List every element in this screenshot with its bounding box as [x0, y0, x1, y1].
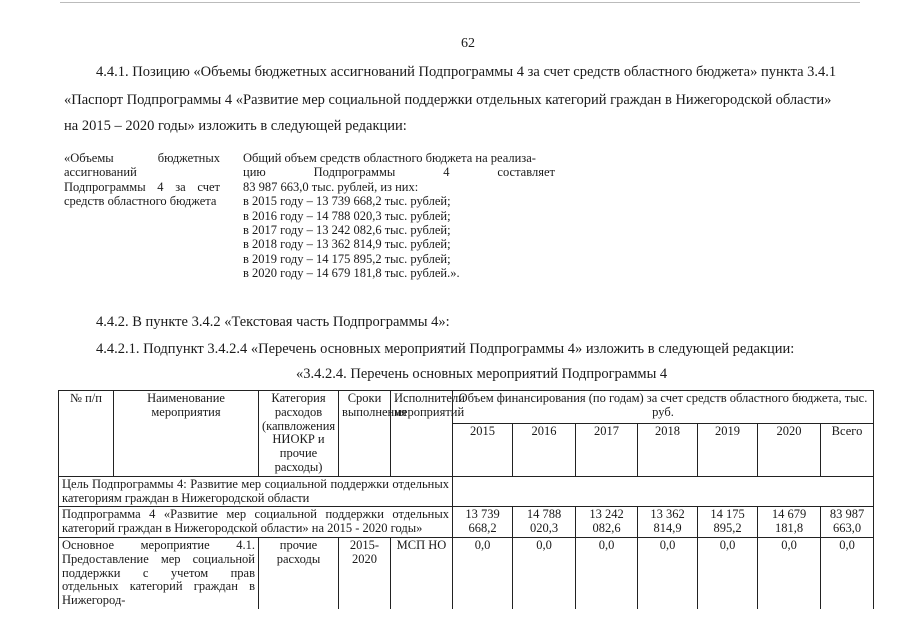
- measure-total: 0,0: [821, 537, 874, 608]
- table-measure-row: [59, 537, 874, 608]
- year-header: 2016: [513, 424, 576, 476]
- subprogram-total: 83 987 663,0: [821, 507, 874, 538]
- measure-value: 0,0: [638, 537, 698, 608]
- passport-word: цию: [243, 165, 266, 180]
- subprogram-value: 14 175 895,2: [698, 507, 758, 538]
- year-header: 2015: [453, 424, 513, 476]
- subprogram-value: 14 679 181,8: [758, 507, 821, 538]
- year-header-total: Всего: [821, 424, 874, 476]
- year-header: 2020: [758, 424, 821, 476]
- measures-table: [58, 390, 874, 609]
- paragraph-4-4-1-line1: 4.4.1. Позицию «Объемы бюджетных ассигнований Подпрограммы 4 за счет средств областного бюджета» пункта 3.4.1: [96, 64, 837, 80]
- table-title: «3.4.2.4. Перечень основных мероприятий Подпрограммы 4: [296, 366, 668, 382]
- subprogram-value: 13 362 814,9: [638, 507, 698, 538]
- paragraph-4-4-1-line3: на 2015 – 2020 годы» изложить в следующей редакции:: [64, 118, 407, 134]
- measure-value: 0,0: [758, 537, 821, 608]
- year-header: 2018: [638, 424, 698, 476]
- measure-value: 0,0: [698, 537, 758, 608]
- paragraph-4-4-2-1: 4.4.2.1. Подпункт 3.4.2.4 «Перечень основных мероприятий Подпрограммы 4» изложить в следующей редакции:: [96, 341, 795, 357]
- measure-terms: 2015-2020: [339, 537, 391, 608]
- header-name: Наименование мероприятия: [114, 391, 259, 477]
- subprogram-value: 14 788 020,3: [513, 507, 576, 538]
- goal-empty-cell: [453, 476, 874, 507]
- subprogram-value: 13 242 082,6: [576, 507, 638, 538]
- top-rule: [60, 2, 860, 3]
- measure-category: прочие расходы: [259, 537, 339, 608]
- passport-position-label: «Объемы бюджетных ассигнований Подпрограммы 4 за счет средств областного бюджета: [64, 151, 220, 209]
- subprogram-label: Подпрограмма 4 «Развитие мер социальной поддержки отдельных категорий граждан в Нижегородской области» на 2015 - 2020 годы»: [59, 507, 453, 538]
- passport-year-line: в 2018 году – 13 362 814,9 тыс. рублей;: [243, 237, 451, 252]
- passport-year-line: в 2019 году – 14 175 895,2 тыс. рублей;: [243, 251, 451, 266]
- passport-word: Подпрограммы: [313, 165, 396, 180]
- measure-name: Основное мероприятие 4.1. Предоставление мер социальной поддержки с учетом прав отдельных категорий граждан в Нижегород-: [59, 537, 259, 608]
- measure-value: 0,0: [453, 537, 513, 608]
- passport-word: 4: [443, 165, 450, 180]
- passport-value-line: 83 987 663,0 тыс. рублей, из них:: [243, 179, 419, 194]
- table-goal-row: [59, 476, 874, 507]
- header-category: Категория расходов (капвложения НИОКР и прочие расходы): [259, 391, 339, 477]
- header-terms: Сроки выполнения: [339, 391, 391, 477]
- goal-cell: Цель Подпрограммы 4: Развитие мер социальной поддержки отдельных категориям граждан в Нижегородской области: [59, 476, 453, 507]
- year-header: 2017: [576, 424, 638, 476]
- header-funding: Объем финансирования (по годам) за счет средств областного бюджета, тыс. руб.: [453, 391, 874, 424]
- passport-value-line-justified: [243, 165, 555, 179]
- measure-value: 0,0: [576, 537, 638, 608]
- paragraph-4-4-2: 4.4.2. В пункте 3.4.2 «Текстовая часть Подпрограммы 4»:: [96, 314, 450, 330]
- year-header: 2019: [698, 424, 758, 476]
- page-number: 62: [461, 36, 475, 51]
- paragraph-4-4-1-line2: «Паспорт Подпрограммы 4 «Развитие мер социальной поддержки отдельных категорий граждан в Нижегородской области»: [64, 92, 832, 108]
- passport-word: составляет: [497, 165, 555, 180]
- subprogram-value: 13 739 668,2: [453, 507, 513, 538]
- passport-year-line: в 2020 году – 14 679 181,8 тыс. рублей.».: [243, 266, 460, 281]
- passport-year-line: в 2016 году – 14 788 020,3 тыс. рублей;: [243, 208, 451, 223]
- measure-value: 0,0: [513, 537, 576, 608]
- passport-value-line: Общий объем средств областного бюджета на реализа-: [243, 151, 536, 165]
- header-executors: Исполнители мероприятий: [391, 391, 453, 477]
- table-header-row: [59, 391, 874, 424]
- header-num: № п/п: [59, 391, 114, 477]
- passport-position-value: [243, 151, 555, 281]
- passport-year-line: в 2015 году – 13 739 668,2 тыс. рублей;: [243, 194, 451, 209]
- table-subprogram-row: [59, 507, 874, 538]
- passport-year-line: в 2017 году – 13 242 082,6 тыс. рублей;: [243, 223, 451, 238]
- measure-executor: МСП НО: [391, 537, 453, 608]
